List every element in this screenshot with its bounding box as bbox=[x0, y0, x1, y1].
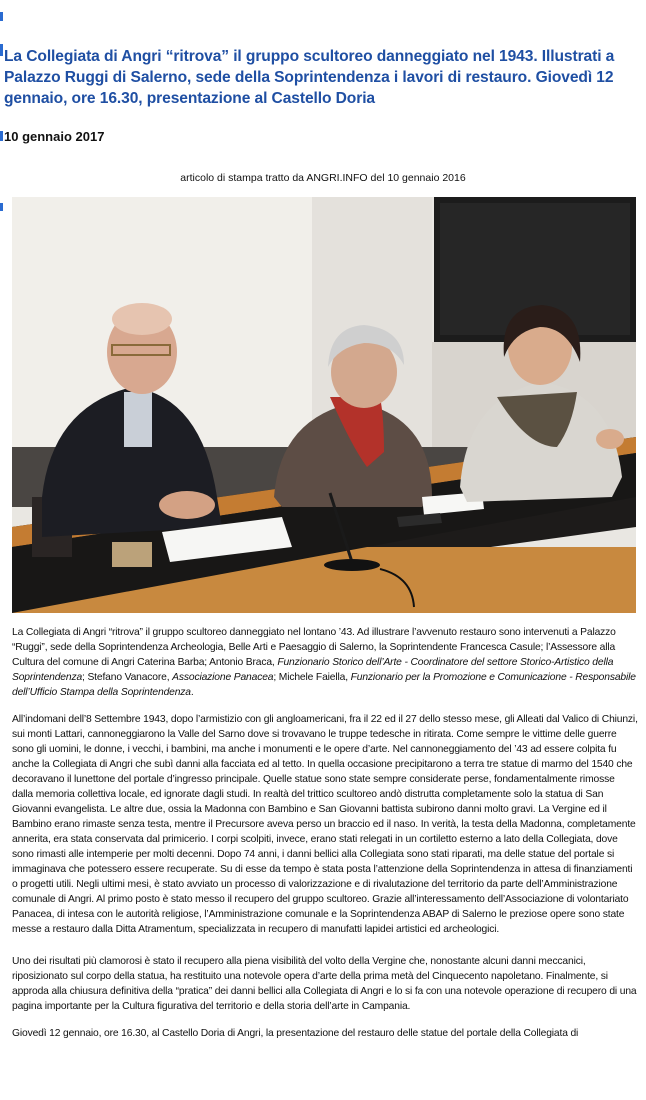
caption-text-2: ; Stefano Vanacore, bbox=[82, 672, 173, 683]
caption-role-braca: Funzionario Storico dell’Arte - Coordinatore del settore Storico-Artistico della Soprintendenza bbox=[12, 657, 614, 683]
caption-role-vanacore: Associazione Panacea bbox=[172, 672, 274, 683]
body-paragraph-3: Giovedì 12 gennaio, ore 16.30, al Castello Doria di Angri, la presentazione del restauro delle statue del portale della Collegiata di bbox=[12, 1028, 579, 1039]
article-title: La Collegiata di Angri “ritrova” il gruppo scultoreo danneggiato nel 1943. Illustrati a Palazzo Ruggi di Salerno, sede della Soprintendenza i lavori di restauro. Giovedì 12 gennaio, ore 16.30, presentazione al Castello Doria bbox=[4, 48, 615, 107]
source-note: articolo di stampa tratto da ANGRI.INFO del 10 gennaio 2016 bbox=[180, 172, 466, 184]
press-conference-photo bbox=[12, 197, 636, 613]
photo-caption bbox=[12, 625, 638, 700]
side-marker-2 bbox=[0, 44, 3, 56]
side-marker-1 bbox=[0, 12, 3, 21]
caption-text-3: ; Michele Faiella, bbox=[273, 672, 351, 683]
side-marker-4 bbox=[0, 203, 3, 211]
caption-text-4: . bbox=[190, 687, 194, 698]
caption-text-1: La Collegiata di Angri “ritrova” il gruppo scultoreo danneggiato nel lontano ’43. Ad illustrare l’avvenuto restauro sono intervenuti a Palazzo “Ruggi”, sede della Soprintendenza Archeologia, Belle Arti e Paesaggio di Salerno, la Soprintendente Francesca Casule; l’Assessore alla Cultura del comune di Angri Caterina Barba; Antonio Braca, bbox=[12, 627, 616, 668]
body-paragraph-1: All’indomani dell’8 Settembre 1943, dopo l’armistizio con gli angloamericani, fra il 22 ed il 27 dello stesso mese, gli Alleati dal Valico di Chiunzi, sui monti Lattari, cannoneggiarono la Valle del Sarno dove si trovavano le truppe tedesche in ritirata. Come sempre le vittime delle guerre sono gli uomini, le donne, i vecchi, i bambini, ma anche i monumenti e le opere d’arte. Nel cannoneggiamento del ’43 ad essere colpita fu anche la Collegiata di Angri che subì danni alla facciata ed al tetto. In quella occasione precipitarono a terra tre statue di marmo del 1540 che decoravano il lunettone del portale d’ingresso principale. Quelle statue sono state sempre considerate perse, fondamentalmente rimosse dalla memoria collettiva locale, ed ignorate dagli studi. In realtà del trittico scultoreo andò distrutta completamente solo la statua di San Giovanni evangelista. Le altre due, ossia la Madonna con Bambino e San Giovanni battista subirono danni molto gravi. La Vergine ed il Bambino erano rimaste senza testa, mentre il Precursore aveva perso un braccio ed il naso. In verità, la testa della Madonna, completamente annerita, era stata conservata dal primicerio. I corpi scolpiti, invece, erano stati relegati in un cortiletto esterno a lato della Collegiata, dove sono rimasti alle intemperie per molti decenni. Dopo 74 anni, i danni bellici alla Collegiata sono stati riparati, ma delle statue del portale si immaginava che potessero essere recuperate. Su di esse da tempo è stata posta l’attenzione della Soprintendenza in attesa di finanziamenti o progetti utili. Negli ultimi mesi, è stato avviato un processo di valorizzazione e di rivalutazione del territorio da parte dell’Amministrazione comunale di Angri. Al primo posto è stato messo il recupero del gruppo scultoreo. Grazie all’interessamento dell’Associazione di volontariato Panacea, di intesa con le autorità religiose, l’Amministrazione comunale e la Soprintendenza ABAP di Salerno le preziose opere sono state messe a restauro dalla Ditta Atramentum, specializzata in recupero di manufatti lapidei artistici ed archeologici. bbox=[12, 714, 638, 935]
article-date: 10 gennaio 2017 bbox=[4, 129, 105, 144]
caption-role-faiella: Funzionario per la Promozione e Comunicazione - Responsabile dell’Ufficio Stampa della Soprintendenza bbox=[12, 672, 636, 698]
body-paragraph-2: Uno dei risultati più clamorosi è stato il recupero alla piena visibilità del volto della Vergine che, nonostante alcuni danni meccanici, riposizionato sul corpo della statua, ha restituito una notevole opera d’arte della prima metà del Cinquecento napoletano. Finalmente, si approda alla chiusura definitiva della “pratica” dei danni bellici alla Collegiata di Angri e lo si fa con una notevole operazione di recupero di una pagina importante per la Cultura figurativa del territorio e della storia dell’arte in Campania. bbox=[12, 956, 637, 1012]
side-marker-3 bbox=[0, 131, 3, 141]
